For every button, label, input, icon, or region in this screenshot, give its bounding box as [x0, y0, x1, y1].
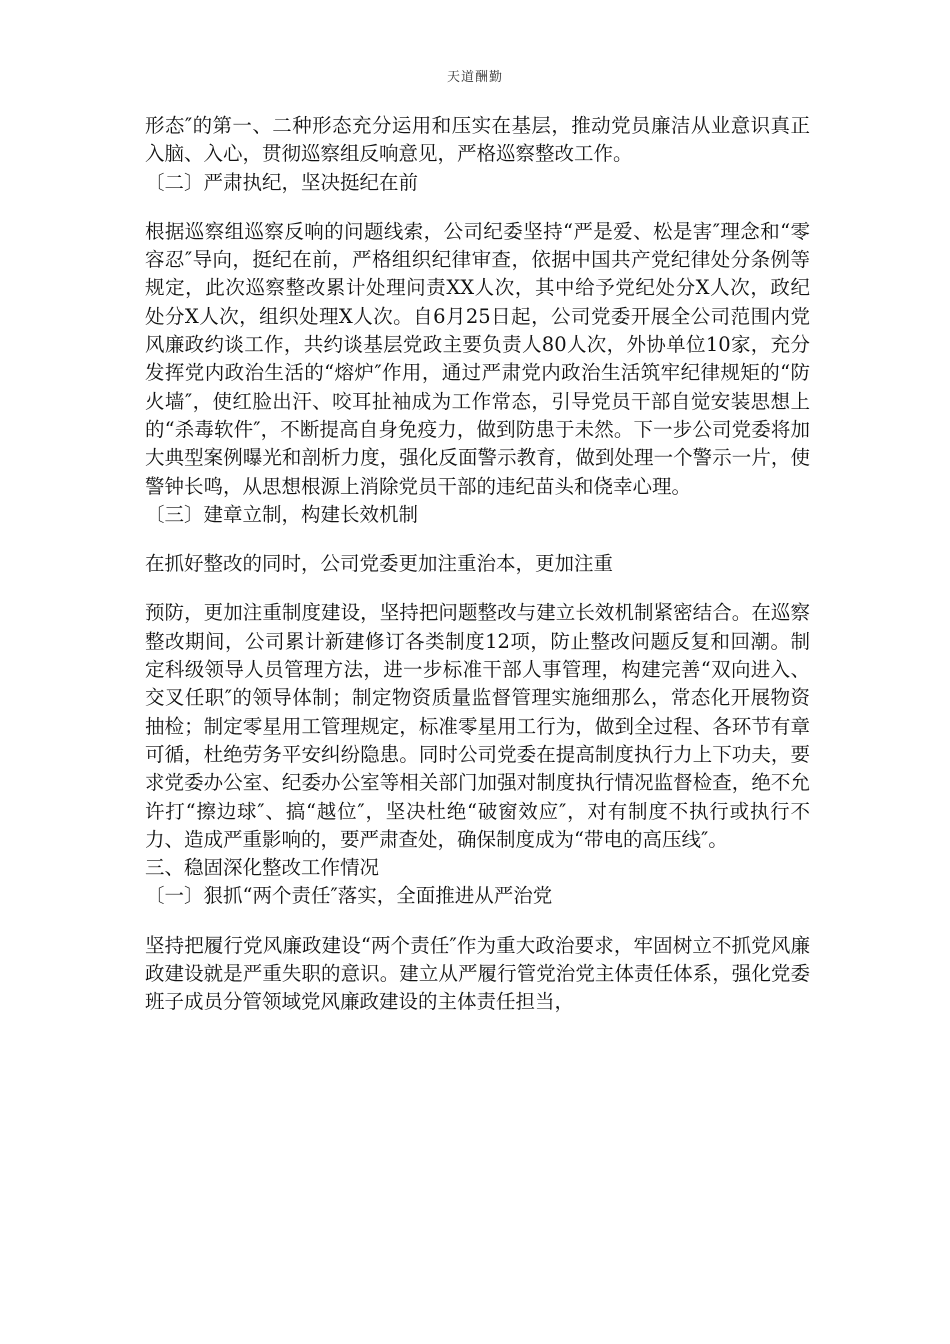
section-heading-3: 〔三〕建章立制，构建长效机制	[145, 502, 419, 526]
paragraph-4: 预防，更加注重制度建设，坚持把问题整改与建立长效机制紧密结合。在巡察整改期间，公司累计新建修订各类制度12项，防止整改问题反复和回潮。制定科级领导人员管理方法，进一步标准干部人事管理，构建完善“双向进入、交叉任职″的领导体制；制定物资质量监督管理实施细那么，常态化开展物资抽检；制定零星用工管理规定，标准零星用工行为，做到全过程、各环节有章可循，杜绝劳务平安纠纷隐患。同时公司党委在提高制度执行力上下功夫，要求党委办公室、纪委办公室等相关部门加强对制度执行情况监督检查，绝不允许打“擦边球″、搞“越位″，坚决杜绝“破窗效应″，对有制度不执行或执行不力、造成严重影响的，要严肃查处，确保制度成为“带电的高压线″。	[145, 601, 810, 851]
document-body	[145, 112, 810, 1017]
paragraph-3: 在抓好整改的同时，公司党委更加注重治本，更加注重	[145, 552, 614, 576]
section-heading-1: 〔一〕狠抓“两个责任″落实，全面推进从严治党	[145, 884, 553, 908]
section-heading-2: 〔二〕严肃执纪，坚决挺纪在前	[145, 170, 419, 194]
paragraph-5: 坚持把履行党风廉政建设“两个责任″作为重大政治要求，牢固树立不抓党风廉政建设就是严重失职的意识。建立从严履行管党治党主体责任体系，强化党委班子成员分管领域党风廉政建设的主体责任担当，	[145, 933, 810, 1014]
paragraph-2: 根据巡察组巡察反响的问题线索，公司纪委坚持“严是爱、松是害″理念和“零容忍″导向，挺纪在前，严格组织纪律审查，依据中国共产党纪律处分条例等规定，此次巡察整改累计处理问责XX人次，其中给予党纪处分X人次，政纪处分X人次，组织处理X人次。自6月25日起，公司党委开展全公司范围内党风廉政约谈工作，共约谈基层党政主要负责人80人次，外协单位10家，充分发挥党内政治生活的“熔炉″作用，通过严肃党内政治生活筑牢纪律规矩的“防火墙″，使红脸出汗、咬耳扯袖成为工作常态，引导党员干部自觉安装思想上的“杀毒软件″，不断提高自身免疫力，做到防患于未然。下一步公司党委将加大典型案例曝光和剖析力度，强化反面警示教育，做到处理一个警示一片，使警钟长鸣，从思想根源上消除党员干部的违纪苗头和侥幸心理。	[145, 219, 810, 498]
chapter-heading-3: 三、稳固深化整改工作情况	[145, 856, 380, 880]
running-header: 天道酬勤	[446, 70, 503, 85]
paragraph-1: 形态″的第一、二种形态充分运用和压实在基层，推动党员廉洁从业意识真正入脑、入心，贯彻巡察组反响意见，严格巡察整改工作。	[145, 114, 810, 166]
